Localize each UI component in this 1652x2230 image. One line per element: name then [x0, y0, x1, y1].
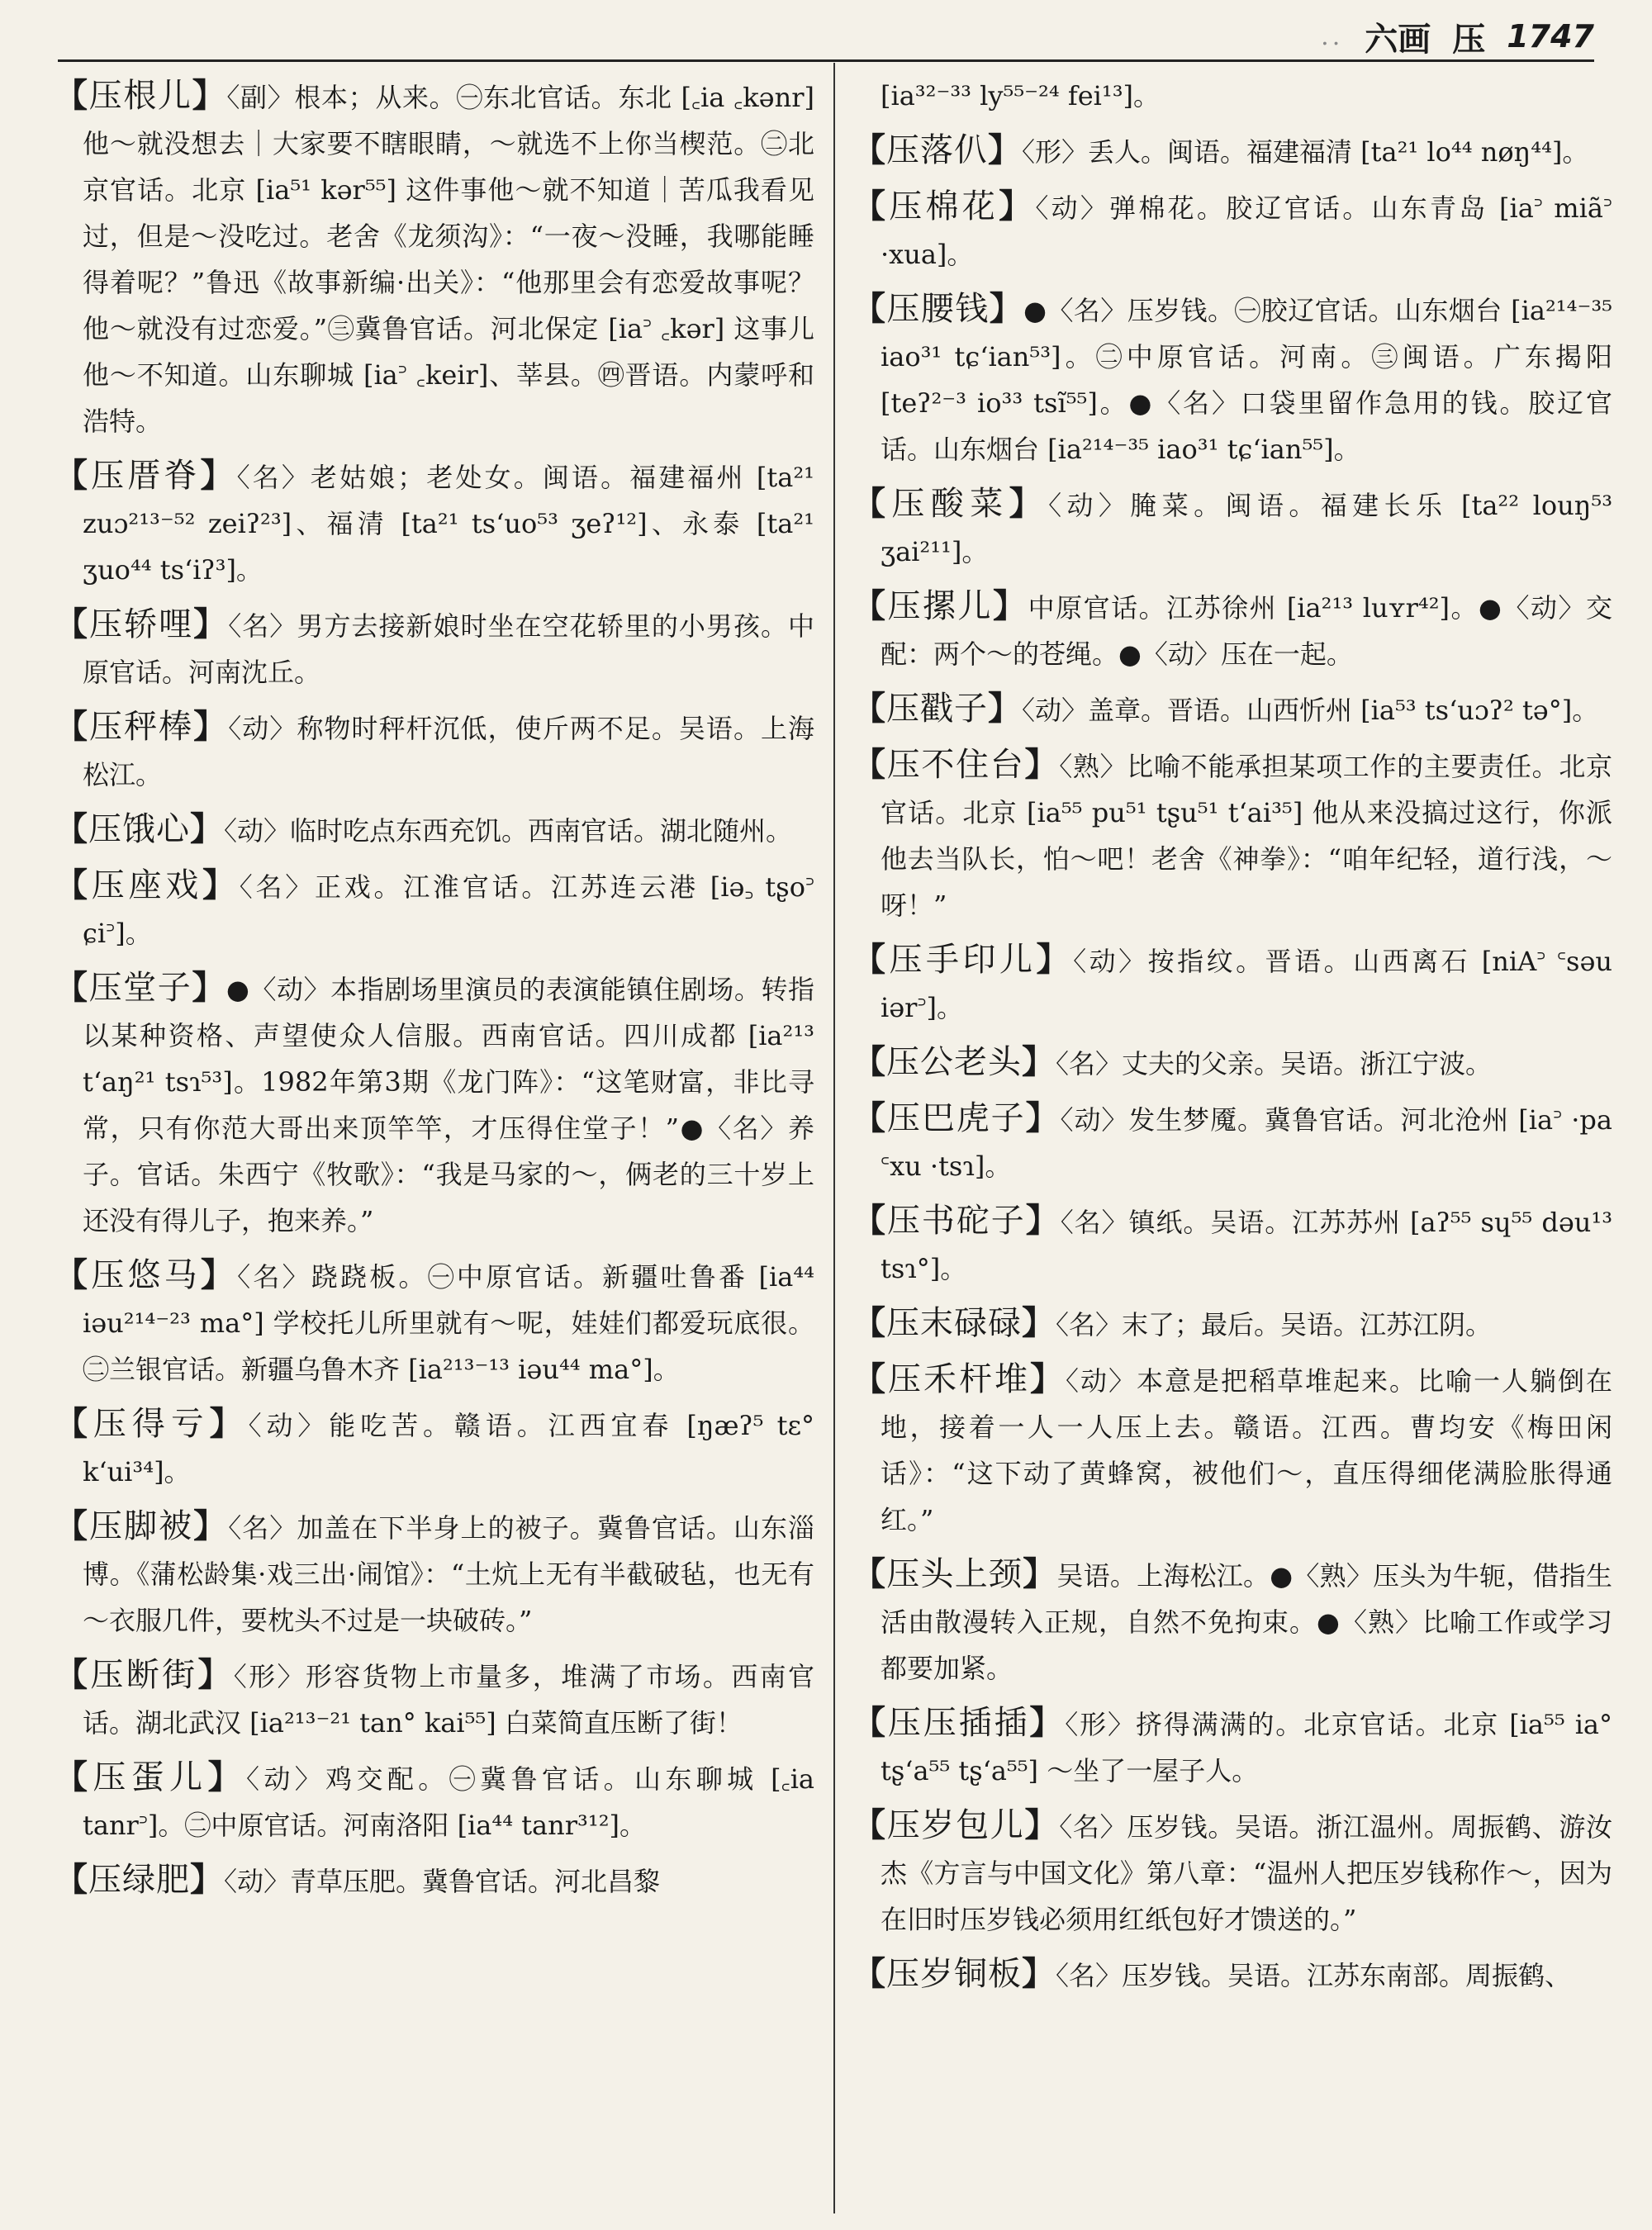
- entry-headword: 【压落仈】: [852, 131, 1022, 169]
- dictionary-entry: [852, 1951, 1612, 1999]
- headword-text: 压棉花: [889, 187, 999, 225]
- entry-headword: 【压饿心】: [55, 810, 224, 848]
- dictionary-entry: [852, 1700, 1612, 1794]
- headword-text: 压岁包儿: [886, 1806, 1025, 1844]
- entry-definition: 〈名〉老姑娘；老处女。闽语。福建福州 [ta²¹ zuɔ²¹³⁻⁵² zeiʔ²³]、福清 [ta²¹ ts‘uo⁵³ ʒeʔ¹²]、永泰 [ta²¹ ʒuo⁴⁴ ts‘iʔ³]。: [83, 462, 814, 586]
- dictionary-entry: [852, 183, 1612, 278]
- headword-text: 压落仈: [886, 131, 988, 169]
- headword-text: 压堂子: [88, 969, 192, 1007]
- headword-text: 压腰钱: [886, 290, 990, 328]
- headword-text: 压手印儿: [889, 941, 1037, 979]
- dictionary-entry: [55, 601, 814, 695]
- entry-definition: 〈动〉发生梦魇。冀鲁官话。河北沧州 [ia꜄ ·pa ꜂xu ·tsɿ]。: [881, 1104, 1612, 1182]
- dictionary-entry: [852, 481, 1612, 575]
- entry-definition: 吴语。上海松江。●〈熟〉压头为牛轭，借指生活由散漫转入正规，自然不免拘束。●〈熟〉比喻工作或学习都要加紧。: [881, 1560, 1612, 1684]
- dictionary-entry: [852, 583, 1612, 677]
- entry-definition: ●〈名〉压岁钱。㊀胶辽官话。山东烟台 [ia²¹⁴⁻³⁵ iao³¹ tɕ‘ian⁵³]。㊁中原官话。河南。㊂闽语。广东揭阳 [teʔ²⁻³ io³³ tsĩ⁵⁵]。●〈名〉口袋里留作急用的钱。胶辽官话。山东烟台 [ia²¹⁴⁻³⁵ iao³¹ tɕ‘ian⁵⁵]。: [881, 295, 1612, 465]
- entry-definition: 〈动〉盖章。晋语。山西忻州 [ia⁵³ ts‘uɔʔ² tə°]。: [1022, 695, 1599, 726]
- entry-definition: 〈名〉正戏。江淮官话。江苏连云港 [iə꜆ tʂo꜄ ɕi꜄]。: [83, 871, 814, 949]
- entry-definition: 〈名〉男方去接新娘时坐在空花轿里的小男孩。中原官话。河南沈丘。: [83, 610, 814, 688]
- headword-text: 压巴虎子: [886, 1099, 1026, 1137]
- entry-definition: 〈名〉末了；最后。吴语。江苏江阴。: [1056, 1309, 1493, 1340]
- header-dots: ..: [1321, 21, 1344, 51]
- entry-definition: 〈动〉腌菜。闽语。福建长乐 [ta²² louŋ⁵³ ʒai²¹¹]。: [881, 490, 1612, 567]
- entry-definition: 〈动〉本意是把稻草堆起来。比喻一人躺倒在地，接着一人一人压上去。赣语。江西。曹均安《梅田闲话》：“这下动了黄蜂窝，被他们～，直压得细佬满脸胀得通红。”: [881, 1365, 1612, 1535]
- entry-headword: 【压末碌碌】: [852, 1304, 1056, 1342]
- headword-text: 压戳子: [886, 690, 988, 728]
- entry-definition: 〈副〉根本；从来。㊀东北官话。东北 [꜀ia ꜀kənr] 他～就没想去｜大家要不瞎眼睛，～就选不上你当楔范。㊁北京官话。北京 [ia⁵¹ kər⁵⁵] 这件事他～就不知道｜苦瓜我看见过，但是～没吃过。老舍《龙须沟》：“一夜～没睡，我哪能睡得着呢？”鲁迅《故事新编·出关》：“他那里会有恋爱故事呢？他～就没有过恋爱。”㊂冀鲁官话。河北保定 [ia꜄ ꜀kər] 这事儿他～不知道。山东聊城 [ia꜄ ꜀keir]、莘县。㊃晋语。内蒙呼和浩特。: [83, 82, 814, 437]
- dictionary-entry: [852, 286, 1612, 472]
- dictionary-entry: [55, 862, 814, 956]
- headword-text: 压座戏: [91, 866, 203, 904]
- dictionary-entry: [55, 704, 814, 798]
- column-divider: [833, 63, 835, 2213]
- entry-definition: ●〈动〉本指剧场里演员的表演能镇住剧场。转指以某种资格、声望使众人信服。西南官话。四川成都 [ia²¹³ t‘aŋ²¹ tsɿ⁵³]。1982年第3期《龙门阵》：“这笔财富，非比寻常，只有你范大哥出来顶竿竿，才压得住堂子！”●〈名〉养子。官话。朱西宁《牧歌》：“我是马家的～，俩老的三十岁上还没有得儿子，抱来养。”: [83, 974, 814, 1236]
- entry-headword: 【压根儿】: [55, 77, 227, 115]
- entry-headword: 【压岁铜板】: [852, 1955, 1056, 1993]
- entry-definition: 〈形〉丢人。闽语。福建福清 [ta²¹ lo⁴⁴ nøŋ⁴⁴]。: [1022, 136, 1589, 168]
- entry-headword: 【压书砣子】: [852, 1202, 1061, 1240]
- entry-definition: 〈名〉加盖在下半身上的被子。冀鲁官话。山东淄博。《蒲松龄集·戏三出·闹馆》：“土炕上无有半截破毡，也无有～衣服几件，要枕头不过是一块破砖。”: [83, 1512, 814, 1636]
- headword-text: 压书砣子: [886, 1202, 1026, 1240]
- headword-text: 压压插插: [887, 1704, 1030, 1742]
- entry-definition: 〈名〉跷跷板。㊀中原官话。新疆吐鲁番 [ia⁴⁴ iəu²¹⁴⁻²³ ma°] 学校托儿所里就有～呢，娃娃们都爱玩底很。㊁兰银官话。新疆乌鲁木齐 [ia²¹³⁻¹³ iəu⁴⁴ ma°]。: [83, 1261, 814, 1385]
- entry-headword: 【压摞儿】: [852, 587, 1028, 625]
- page-number: 1747: [1507, 18, 1594, 55]
- entry-headword: 【压绿肥】: [55, 1861, 224, 1899]
- dictionary-entry: [55, 1754, 814, 1848]
- entry-headword: 【压断街】: [55, 1656, 234, 1694]
- headword-text: 压悠马: [91, 1256, 201, 1294]
- entry-definition: 中原官话。江苏徐州 [ia²¹³ luʏr⁴²]。●〈动〉交配：两个～的苍绳。●〈动〉压在一起。: [881, 592, 1612, 670]
- entry-definition: 〈形〉挤得满满的。北京官话。北京 [ia⁵⁵ ia° tʂ‘a⁵⁵ tʂ‘a⁵⁵] ～坐了一屋子人。: [881, 1709, 1612, 1786]
- headword-text: 压禾杆堆: [888, 1360, 1030, 1398]
- dictionary-entry: [852, 1039, 1612, 1087]
- entry-definition: 〈名〉压岁钱。吴语。江苏东南部。周振鹤、: [1056, 1960, 1572, 1991]
- dictionary-entry: [852, 127, 1612, 175]
- entry-definition: 〈形〉形容货物上市量多，堆满了市场。西南官话。湖北武汉 [ia²¹³⁻²¹ tan° kai⁵⁵] 白菜简直压断了街！: [83, 1661, 814, 1739]
- dictionary-entry: [852, 937, 1612, 1031]
- right-column: [852, 73, 1612, 2213]
- headword-text: 压秤棒: [89, 708, 194, 746]
- headword-text: 压厝脊: [91, 457, 201, 495]
- dictionary-entry: [55, 806, 814, 854]
- entry-headword: 【压不住台】: [852, 746, 1060, 784]
- header-char: 压: [1452, 19, 1486, 59]
- entry-headword: 【压堂子】: [55, 969, 226, 1007]
- dictionary-entry: [55, 73, 814, 444]
- headword-text: 压岁铜板: [886, 1955, 1022, 1993]
- entry-definition: [ia³²⁻³³ ly⁵⁵⁻²⁴ fei¹³]。: [881, 80, 1161, 112]
- header-rule: [58, 59, 1594, 62]
- dictionary-entry: [852, 686, 1612, 733]
- entry-headword: 【压酸菜】: [852, 485, 1049, 523]
- dictionary-entry: [852, 1356, 1612, 1543]
- entry-headword: 【压头上颈】: [852, 1555, 1057, 1593]
- dictionary-entry: [852, 1551, 1612, 1691]
- headword-text: 压公老头: [886, 1043, 1022, 1081]
- headword-text: 压断街: [90, 1656, 198, 1694]
- entry-headword: 【压腰钱】: [852, 290, 1024, 328]
- dictionary-entry: [55, 453, 814, 593]
- entry-definition: 〈动〉青草压肥。冀鲁官话。河北昌黎: [224, 1866, 661, 1897]
- entry-headword: 【压手印儿】: [852, 941, 1074, 979]
- entry-definition: 〈名〉压岁钱。吴语。浙江温州。周振鹤、游汝杰《方言与中国文化》第八章：“温州人把压岁钱称作～，因为在旧时压岁钱必须用红纸包好才馈送的。”: [881, 1811, 1612, 1935]
- entry-definition: 〈动〉鸡交配。㊀冀鲁官话。山东聊城 [꜀ia tanr꜄]。㊁中原官话。河南洛阳 [ia⁴⁴ tanr³¹²]。: [83, 1763, 814, 1841]
- headword-text: 压不住台: [886, 746, 1025, 784]
- headword-text: 压饿心: [88, 810, 190, 848]
- headword-text: 压轿哩: [89, 605, 194, 643]
- dictionary-entry: [55, 1252, 814, 1393]
- entry-definition: 〈动〉临时吃点东西充饥。西南官话。湖北随州。: [224, 815, 793, 847]
- entry-headword: 【压悠马】: [55, 1256, 238, 1294]
- headword-text: 压脚被: [89, 1507, 194, 1545]
- entry-headword: 【压戳子】: [852, 690, 1022, 728]
- entry-headword: 【压巴虎子】: [852, 1099, 1061, 1137]
- dictionary-entry: [852, 1802, 1612, 1943]
- headword-text: 压末碌碌: [886, 1304, 1022, 1342]
- entry-definition: 〈名〉丈夫的父亲。吴语。浙江宁波。: [1056, 1048, 1493, 1079]
- dictionary-entry: [55, 1652, 814, 1746]
- headword-text: 压头上颈: [886, 1555, 1023, 1593]
- left-column: [55, 73, 814, 2213]
- entry-headword: 【压座戏】: [55, 866, 240, 904]
- headword-text: 压酸菜: [891, 485, 1009, 523]
- entry-headword: 【压轿哩】: [55, 605, 229, 643]
- entry-definition: 〈熟〉比喻不能承担某项工作的主要责任。北京官话。北京 [ia⁵⁵ pu⁵¹ tʂu⁵¹ t‘ai³⁵] 他从来没搞过这行，你派他去当队长，怕～吧！老舍《神拳》：“咱年纪轻，道行浅，～呀！”: [881, 751, 1612, 921]
- dictionary-entry: [852, 73, 1612, 119]
- entry-headword: 【压得亏】: [55, 1405, 249, 1443]
- dictionary-entry: [852, 1300, 1612, 1348]
- dictionary-entry: [55, 1401, 814, 1495]
- entry-headword: 【压禾杆堆】: [852, 1360, 1066, 1398]
- entry-definition: 〈动〉能吃苦。赣语。江西宜春 [ŋæʔ⁵ tɛ° k‘ui³⁴]。: [83, 1410, 814, 1487]
- dictionary-entry: [55, 965, 814, 1244]
- entry-headword: 【压岁包儿】: [852, 1806, 1060, 1844]
- running-header: [1321, 12, 1594, 61]
- dictionary-entry: [55, 1503, 814, 1644]
- entry-headword: 【压压插插】: [852, 1704, 1066, 1742]
- entry-definition: 〈动〉称物时秤杆沉低，使斤两不足。吴语。上海松江。: [83, 713, 814, 790]
- dictionary-entry: [852, 1095, 1612, 1189]
- entry-headword: 【压脚被】: [55, 1507, 229, 1545]
- dictionary-entry: [852, 1198, 1612, 1292]
- headword-text: 压蛋儿: [93, 1758, 208, 1796]
- headword-text: 压根儿: [88, 77, 192, 115]
- dictionary-entry: [852, 742, 1612, 928]
- headword-text: 压得亏: [93, 1405, 210, 1443]
- entry-definition: 〈动〉按指纹。晋语。山西离石 [niA꜄ ꜂səu iər꜄]。: [881, 946, 1612, 1023]
- headword-text: 压摞儿: [887, 587, 994, 625]
- entry-headword: 【压蛋儿】: [55, 1758, 246, 1796]
- entry-headword: 【压棉花】: [852, 187, 1036, 225]
- entry-headword: 【压公老头】: [852, 1043, 1056, 1081]
- entry-definition: 〈名〉镇纸。吴语。江苏苏州 [aʔ⁵⁵ sɥ⁵⁵ dəu¹³ tsɿ°]。: [881, 1207, 1612, 1284]
- entry-definition: 〈动〉弹棉花。胶辽官话。山东青岛 [ia꜄ miã꜄ ·xua]。: [881, 192, 1612, 270]
- entry-headword: 【压厝脊】: [55, 457, 237, 495]
- dictionary-entry: [55, 1857, 814, 1905]
- entry-headword: 【压秤棒】: [55, 708, 229, 746]
- header-section: 六画: [1365, 19, 1431, 59]
- headword-text: 压绿肥: [88, 1861, 190, 1899]
